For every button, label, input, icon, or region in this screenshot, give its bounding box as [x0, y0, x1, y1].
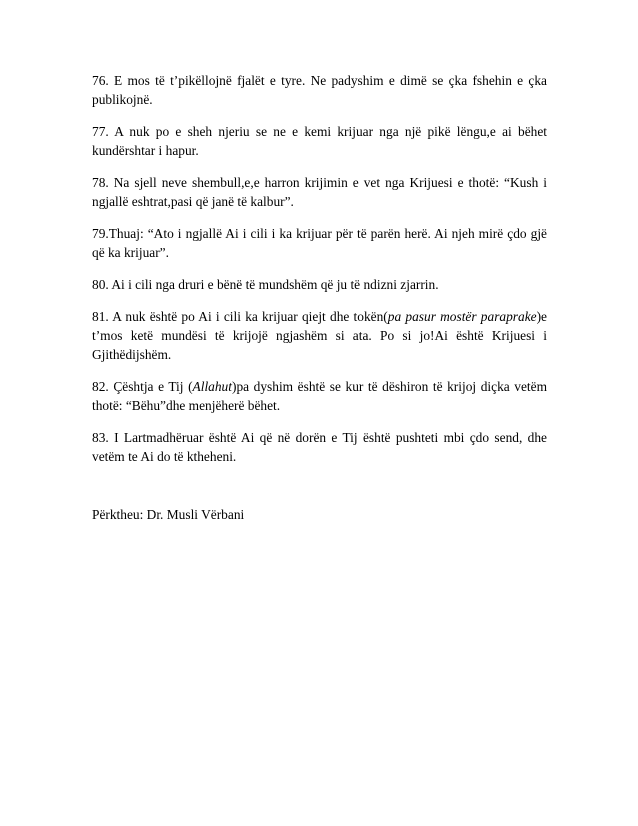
verse-81-text-start: 81. A nuk është po Ai i cili ka krijuar qiejt dhe tokën(	[92, 309, 388, 324]
verse-list	[92, 71, 547, 466]
verse-82-text-end: )pa dyshim është se kur të dëshiron të krijoj diçka vetëm thotë: “Bëhu”dhe menjëherë bëhet.	[92, 379, 548, 413]
verse-82-text-start: 82. Çështja e Tij (	[92, 379, 193, 394]
verse-82-italic-note: Allahut	[192, 379, 232, 394]
verse-81-text-end: )e t’mos ketë mundësi të krijojë ngjashëm si ata. Po si jo!Ai është Krijuesi i Gjithëdijshëm.	[92, 309, 547, 362]
verse-80	[92, 275, 547, 294]
verse-81	[92, 307, 547, 364]
verse-83-text: 83. I Lartmadhëruar është Ai që në dorën e Tij është pushteti mbi çdo send, dhe vetëm te Ai do të ktheheni.	[92, 430, 547, 464]
verse-80-text: 80. Ai i cili nga druri e bënë të mundshëm që ju të ndizni zjarrin.	[92, 277, 439, 292]
verse-78-text: 78. Na sjell neve shembull,e,e harron krijimin e vet nga Krijuesi e thotë: “Kush i ngjallë eshtrat,pasi që janë të kalbur”.	[92, 175, 547, 209]
verse-77-text: 77. A nuk po e sheh njeriu se ne e kemi krijuar nga një pikë lëngu,e ai bëhet kundërshtar i hapur.	[92, 124, 547, 158]
verse-77	[92, 122, 547, 160]
translator-credit: Përktheu: Dr. Musli Vërbani	[92, 507, 245, 522]
verse-76	[92, 71, 547, 109]
verse-79	[92, 224, 547, 262]
verse-78	[92, 173, 547, 211]
verse-82	[92, 377, 547, 415]
verse-83	[92, 428, 547, 466]
verse-76-text: 76. E mos të t’pikëllojnë fjalët e tyre. Ne padyshim e dimë se çka fshehin e çka publikojnë.	[92, 73, 547, 107]
verse-81-italic-note: pa pasur mostër paraprake	[387, 309, 537, 324]
verse-79-text: 79.Thuaj: “Ato i ngjallë Ai i cili i ka krijuar për të parën herë. Ai njeh mirë çdo gjë që ka krijuar”.	[92, 226, 547, 260]
